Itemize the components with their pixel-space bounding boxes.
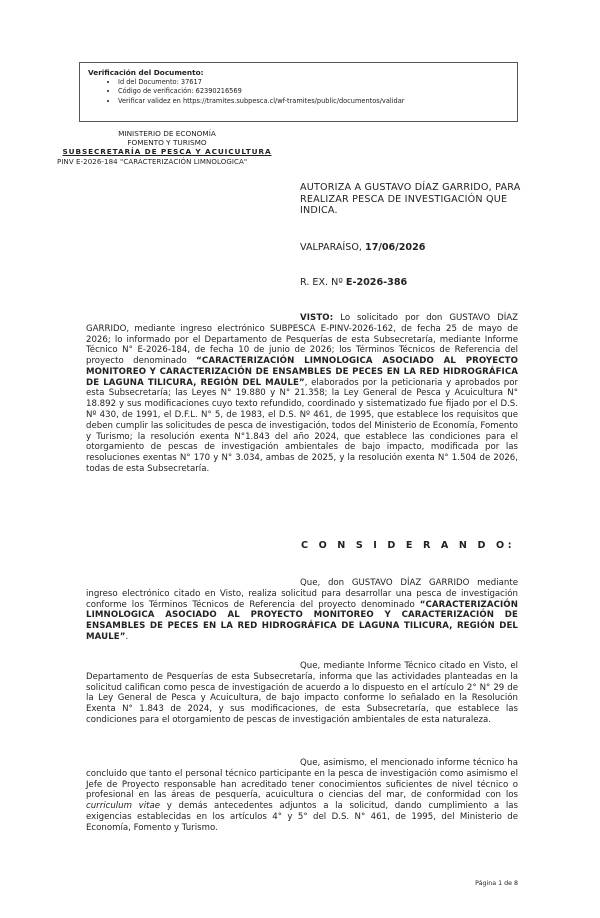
date-value: 17/06/2026 xyxy=(365,242,426,253)
ministry-header xyxy=(52,130,282,156)
considerando-2: Que, mediante Informe Técnico citado en Visto, el Departamento de Pesquerías de esta Subsecretaría, informa que las actividades planteadas en la solicitud califican como pesca de investigación de acuerdo a lo dispuesto en el artículo 2° N° 29 de la Ley General de Pesca y Acuicultura, de bajo impacto conforme lo señalado en la Resolución Exenta N° 1.843 de 2024, y sus modificaciones, de esta Subsecretaría, que establece las condiciones para el otorgamiento de pescas de investigación ambientales de esta naturaleza. xyxy=(86,661,518,725)
document-id: • Id del Documento: 37617 xyxy=(118,78,509,88)
visto-paragraph xyxy=(86,313,518,475)
verification-box xyxy=(79,62,518,122)
visto-project: “CARACTERIZACIÓN LIMNOLOGICA ASOCIADO AL PROYECTO MONITOREO Y CARACTERIZACIÓN DE ENSAMBLES DE PECES EN LA RED HIDROGRÁFICA DE LAGUNA TILICURA, REGIÓN DEL MAULE” xyxy=(86,356,518,388)
pinv-reference: PINV E-2026-184 "CARACTERIZACIÓN LIMNOLOGICA" xyxy=(57,158,248,166)
c1-project: “CARACTERIZACIÓN LIMNOLOGICA ASOCIADO AL PROYECTO MONITOREO Y CARACTERIZACIÓN DE ENSAMBLES DE PECES EN LA RED HIDROGRÁFICA DE LAGUNA TILICURA, REGIÓN DEL MAULE” xyxy=(86,599,518,642)
considerando-3 xyxy=(86,758,518,833)
c3-text-1: Que, asimismo, el mencionado informe técnico ha concluido que tanto el personal técnico participante en la pesca de investigación como asimismo el Jefe de Proyecto responsable han acreditado tener conocimientos suficientes de nivel técnico o profesional en las áreas de pesquería, acuicultura o ciencias del mar, de conformidad con los xyxy=(86,758,518,801)
resolution-number xyxy=(300,277,407,288)
ministry-subname: FOMENTO Y TURISMO xyxy=(127,137,207,147)
considerando-1 xyxy=(86,578,518,643)
visto-text-1: Lo solicitado por don GUSTAVO DÍAZ GARRIDO, mediante ingreso electrónico SUBPESCA E-PINV-2026-162, de fecha 25 de mayo de 2026; lo informado por el Departamento de Pesquerías de esta Subsecretaría, mediante Informe Técnico N° E-2026-184, de fecha 10 de junio de 2026; los Términos Técnicos de Referencia del proyecto denominado xyxy=(86,313,518,367)
verification-list xyxy=(88,78,509,107)
page-number: Página 1 de 8 xyxy=(475,880,518,887)
verification-code: • Código de verificación: 62390216569 xyxy=(118,87,509,97)
authorize-title: AUTORIZA A GUSTAVO DÍAZ GARRIDO, PARA REALIZAR PESCA DE INVESTIGACIÓN QUE INDICA. xyxy=(300,182,521,217)
ministry-name: MINISTERIO DE ECONOMÍA xyxy=(118,129,216,138)
resolution-value: E-2026-386 xyxy=(345,277,408,288)
visto-label: VISTO: xyxy=(300,313,334,323)
resolution-prefix: R. EX. Nº xyxy=(300,277,343,288)
verification-title: Verificación del Documento: xyxy=(88,68,204,77)
c1-text-1: Que, don GUSTAVO DÍAZ GARRIDO mediante ingreso electrónico citado en Visto, realiza solicitud para desarrollar una pesca de investigación conforme los Términos Técnicos de Referencia del proyecto denominado xyxy=(86,578,518,610)
c1-text-2: . xyxy=(125,631,129,642)
date-line xyxy=(300,242,425,253)
subsecretaria-name: SUBSECRETARÍA DE PESCA Y ACUICULTURA xyxy=(62,146,272,156)
visto-text-2: , elaborados por la peticionaria y aprobados por esta Subsecretaría; las Leyes N° 19.880 y N° 21.358; la Ley General de Pesca y Acuicultura N° 18.892 y sus modificaciones cuyo texto refundido, coordinado y sistematizado fue fijado por el D.S. Nº 430, de 1991, el D.F.L. N° 5, de 1983, el D.S. Nº 461, de 1995, que establece los requisitos que deben cumplir las solicitudes de pesca de investigación, todos del Ministerio de Economía, Fomento y Turismo; la resolución exenta N°1.843 del año 2024, que establece las condiciones para el otorgamiento de pescas de investigación ambientales de bajo impacto, modificada por las resoluciones exentas N° 170 y N° 3.034, ambas de 2025, y la resolución exenta N° 1.504 de 2026, todas de esta Subsecretaría. xyxy=(86,377,518,474)
c3-italic: curriculum vitae xyxy=(86,801,161,812)
date-place: VALPARAÍSO, xyxy=(300,242,362,253)
c3-text-2: y demás antecedentes adjuntos a la solicitud, dando cumplimiento a las exigencias establecidas en los artículos 4° y 5° del D.S. N° 461, de 1995, del Ministerio de Economía, Fomento y Turismo. xyxy=(86,801,518,833)
considerando-heading: C O N S I D E R A N D O: xyxy=(301,540,516,551)
verification-url[interactable]: • Verificar validez en https://tramites.subpesca.cl/wf-tramites/public/documentos/validar xyxy=(118,97,509,107)
